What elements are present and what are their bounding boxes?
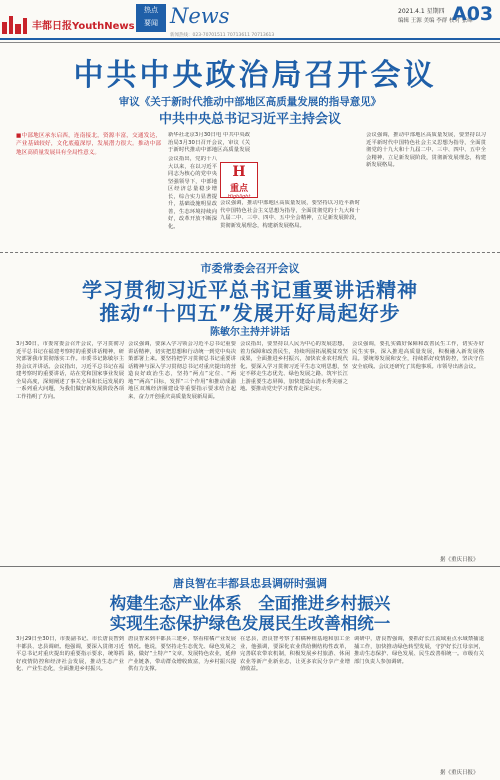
story3-col2: 唐良智来到丰都县三建乡，察看柑橘产业发展情况。他说，要坚持走生态优先、绿色发展之路，做好“土特产”文章，发展特色农业，延伸产业链条，带动群众增收致富，为乡村振兴提供有力支撑。 xyxy=(128,636,236,672)
highlight-letter: H xyxy=(232,164,246,180)
story2-source: 据《重庆日报》 xyxy=(440,557,479,563)
story1-body-col3: 会议强调，推动中部地区高质量发展，要坚持以习近平新时代中国特色社会主义思想为指导，全面贯彻党的十九大和十九届二中、三中、四中、五中全会精神，立足新发展阶段，贯彻新发展理念，构建新发展格局。 xyxy=(366,132,486,168)
story2-col3: 会议指出，要坚持以人民为中心的发展思想，着力保障和改善民生，持续巩固拓展脱贫攻坚成果，全面推进乡村振兴，加快农业农村现代化。要深入学习贯彻习近平生态文明思想，坚定不移走生态优先、绿色发展之路，筑牢长江上游重要生态屏障，加快建设山清水秀美丽之地。要推动党史学习教育走深走实。 xyxy=(240,341,348,392)
story1-summary: ■中部地区承东启西，连南接北，资源丰富，交通发达，产业基础较好，文化底蕴深厚，发展潜力很大。推动中部地区高质量发展具有全局性意义。 xyxy=(16,133,161,156)
section-badge xyxy=(136,4,166,32)
story3-col1: 3月29日至30日，市委副书记、市长唐良智到丰都县、忠县调研。他强调，要深入贯彻习近平总书记对重庆提出的重要指示要求，统筹抓好疫情防控和经济社会发展，推动生态产业化、产业生态化，全面推进乡村振兴。 xyxy=(16,636,124,672)
story3-headline-line2: 实现生态保护绿色发展民生改善相统一 xyxy=(109,614,391,633)
story2-headline-line2: 推动“十四五”发展开好局起好步 xyxy=(99,301,401,325)
section-divider xyxy=(0,252,500,253)
story1-body-col2: 会议强调，推动中部地区高质量发展，要坚持以习近平新时代中国特色社会主义思想为指导，全面贯彻党的十九大和十九届二中、三中、四中、五中全会精神，立足新发展阶段，贯彻新发展理念，构建新发展格局。 xyxy=(220,200,360,229)
hotline: 新闻热线：023-70701511 70713611 70713613 xyxy=(170,33,275,38)
story3-kicker: 唐良智在丰都县忠县调研时强调 xyxy=(173,577,327,590)
story2-kicker: 市委常委会召开会议 xyxy=(200,262,300,275)
newspaper-name: 丰都日报YouthNews xyxy=(32,21,135,32)
news-wordmark: News xyxy=(170,4,230,28)
story1-body-col1b: 会议指出，党的十八大以来，在以习近平同志为核心的党中央坚强领导下，中部地区经济总量稳步增长，综合实力显著提升，基础设施明显改善，生态环境持续向好，改革开放不断深化。 xyxy=(168,156,217,230)
story2-col1: 3月30日，市委常委会召开会议，学习贯彻习近平总书记在福建考察时的重要讲话精神，研究部署我市贯彻落实工作。市委书记陈敏尔主持会议并讲话。会议指出，习近平总书记在福建考察时的重要讲话，站在党和国家事业发展全局高度，深刻阐述了事关全局和长远发展的一系列重大问题，为我们做好新发展阶段各项工作指明了方向。 xyxy=(16,341,124,400)
story2-subhead: 陈敏尔主持并讲话 xyxy=(210,327,290,338)
story2-col4: 会议强调，要扎实做好保障和改善民生工作，切实办好民生实事，深入推进高质量发展，积极融入新发展格局。要统筹发展和安全，持续抓好疫情防控，坚决守住安全底线。会议还研究了其他事项。市领导出席会议。 xyxy=(352,341,484,370)
page-number: A03 xyxy=(452,3,494,25)
story3-headline-line1: 构建生态产业体系 全面推进乡村振兴 xyxy=(109,594,391,613)
masthead-thin-rule xyxy=(0,42,500,43)
section-label-2: 要闻 xyxy=(144,19,158,27)
story2-headline-line1: 学习贯彻习近平总书记重要讲话精神 xyxy=(82,278,418,302)
story2-col2: 会议强调，要深入学习领会习近平总书记重要讲话精神，切实把思想和行动统一到党中央决策部署上来。要坚持把学习贯彻总书记重要讲话精神与深入学习贯彻总书记对重庆提出的营造良好政治生态，坚持“两点”定位、“两地”“两高”目标，发挥“三个作用”和推动成渝地区双城经济圈建设等重要指示要求结合起来，奋力开创重庆高质量发展新局面。 xyxy=(128,341,236,400)
story1-subhead-2: 中共中央总书记习近平主持会议 xyxy=(158,112,341,127)
story1-subhead: 审议《关于新时代推动中部地区高质量发展的指导意见》 xyxy=(118,96,382,108)
story1-body-col1: 新华社北京3月30日电 中共中央政治局3月30日召开会议，审议《关于新时代推动中部地区高质量发展 xyxy=(168,132,250,153)
highlight-badge xyxy=(220,162,258,198)
skyline-icon xyxy=(2,12,32,34)
section-label: 热点 xyxy=(144,6,158,14)
highlight-label: 重点 xyxy=(229,184,248,194)
editors-line: 编辑 王源 美编 李群 校对 张峰 xyxy=(398,18,473,24)
story3-col4: 调研中，唐良智强调，要抓好长江流域重点水域禁捕退捕工作，加快推动绿色转型发展，守护好长江母亲河，推动生态保护、绿色发展、民生改善相统一。市级有关部门负责人参加调研。 xyxy=(354,636,484,665)
story1-headline: 中共中央政治局召开会议 xyxy=(73,58,437,93)
story3-source: 据《重庆日报》 xyxy=(440,770,479,776)
issue-date: 2021.4.1 星期四 xyxy=(398,8,445,15)
story3-col3: 在忠县，唐良智考察了柑橘种植基地和加工企业，他强调，要深化农业供给侧结构性改革，完善联农带农机制，积极发展乡村旅游、休闲农业等新产业新业态，让更多农民分享产业增值收益。 xyxy=(240,636,350,672)
masthead-rule xyxy=(0,38,500,40)
highlight-label-en: Highlight xyxy=(227,194,251,200)
section-divider-2 xyxy=(0,566,500,567)
newspaper-logo xyxy=(2,4,135,40)
